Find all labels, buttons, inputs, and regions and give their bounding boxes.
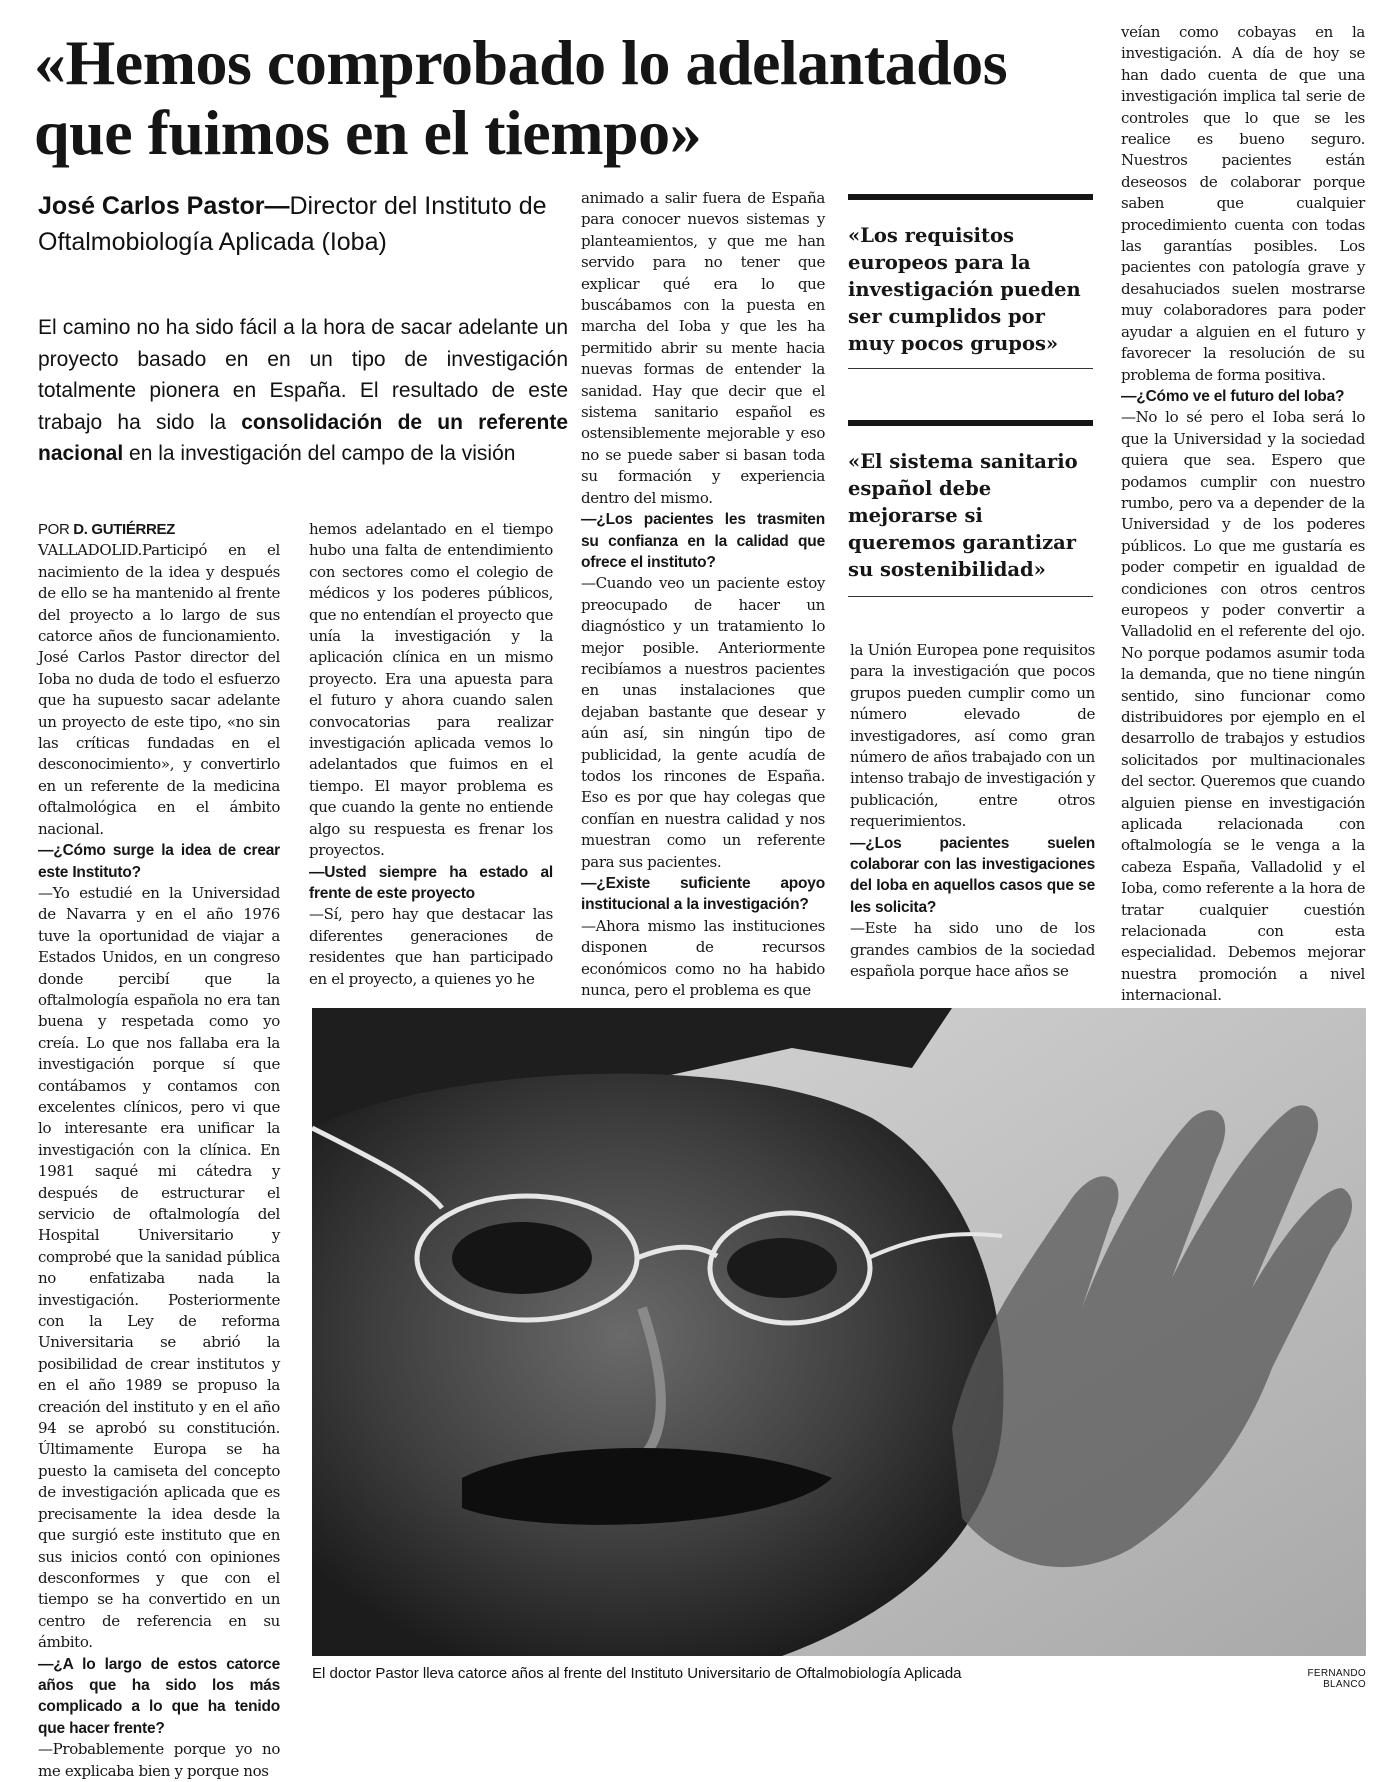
interviewee-byline: [38, 188, 568, 260]
pullquote-1-bottom-rule: [848, 368, 1093, 369]
interview-paragraph: —Cuando veo un paciente estoy preocupado de hacer un diagnóstico y un tratamiento lo mejor posible. Anteriormente recibíamos a nuestros pacientes en unas instalaciones que dejaban bastante que desear y aún así, sin ningún tipo de publicidad, la gente acudía de todos los rincones de España. Eso es por que hay colegas que confían en nuestra calidad y nos muestran como un referente para sus pacientes.: [581, 574, 825, 871]
author-line: [38, 519, 280, 540]
interview-question: —¿Existe suficiente apoyo institucional a la investigación?: [581, 875, 825, 914]
interview-question: —¿Los pacientes suelen colaborar con las investigaciones del Ioba en aquellos casos que se les solicita?: [850, 834, 1095, 916]
pullquote-2-bottom-rule: [848, 596, 1093, 597]
interview-question: —¿Cómo surge la idea de crear este Instituto?: [38, 842, 280, 881]
interview-question: —¿Cómo ve el futuro del Ioba?: [1121, 387, 1345, 405]
interview-question: —¿Los pacientes les trasmiten su confianza en la calidad que ofrece el instituto?: [581, 511, 825, 571]
portrait-photo: [312, 1008, 1366, 1656]
lead-bold-text: consolidación de un referente nacional: [38, 410, 568, 465]
interview-question: —¿A lo largo de estos catorce años que ha sido los más complicado a lo que ha tenido que hacer frente?: [38, 1655, 280, 1737]
headline-line-2: que fuimos en el tiempo»: [34, 97, 702, 168]
interview-paragraph: veían como cobayas en la investigación. A día de hoy se han dado cuenta de que una investigación implica tal serie de controles que lo que se les realice es bueno seguro. Nuestros pacientes están deseosos de colaborar porque saben que cualquier procedimiento cuenta con todas las garantías posibles. Los pacientes con patología grave y desahuciados suelen mostrarse muy colaboradores para poder ayudar a alguien en el futuro y favorecer la resolución de su problema de forma positiva.: [1121, 23, 1365, 384]
interview-paragraph: —Yo estudié en la Universidad de Navarra y en el año 1976 tuve la oportunidad de viajar a Estados Unidos, en un congreso donde percibí que la oftalmología española no era tan buena y respetada como yo creía. Lo que nos fallaba era la investigación porque sí que contábamos y contamos con excelentes clínicos, pero vi que lo interesante era unificar la investigación con la clínica. En 1981 saqué mi cátedra y después de estructurar el servicio de oftalmología del Hospital Universitario y comprobé que la sanidad pública no enfatizaba nada la investigación. Posteriormente con la Ley de reforma Universitaria se abrió la posibilidad de crear institutos y en el año 1989 se propuso la creación del instituto y en el año 94 se aprobó su constitución. Últimamente Europa se ha puesto la camiseta del concepto de investigación aplicada que es precisamente la idea desde la que surgió este instituto que en sus inicios contó con opiniones desconformes y que con el tiempo se ha convertido en un centro de referencia en su ámbito.: [38, 883, 280, 1652]
interview-paragraph: hemos adelantado en el tiempo hubo una falta de entendimiento con sectores como el colegio de médicos y los poderes públicos, que no entendían el proyecto que unía la investigación y la aplicación clínica en un mismo proyecto. Era una apuesta para el futuro y ahora cuando salen convocatorias para realizar investigación aplicada vemos lo adelantados que fuimos en el tiempo. El mayor problema es que cuando la gente no entiende algo su respuesta es frenar los proyectos.: [309, 520, 554, 860]
article-column-3: [581, 188, 825, 1001]
pullquote-1: «Los requisitos europeos para la investigación pueden ser cumplidos por muy pocos grupos»: [848, 224, 1081, 355]
interview-paragraph: la Unión Europea pone requisitos para la investigación que pocos grupos pueden cumplir como un número elevado de investigadores, así como gran número de años trabajado con un intenso trabajo de investigación y publicación, entre otros requerimientos.: [850, 641, 1096, 831]
article-column-1: [38, 519, 280, 1782]
column-5-content: [1121, 22, 1365, 1007]
pullquote-2: «El sistema sanitario español debe mejorarse si queremos garantizar su sostenibilidad»: [848, 450, 1078, 581]
byline-separator: —: [264, 192, 290, 220]
interview-question: —Usted siempre ha estado al frente de este proyecto: [309, 863, 553, 902]
interviewee-role: Director del Instituto de Oftalmobiología Aplicada (Ioba): [38, 192, 547, 256]
article-column-2: [309, 519, 553, 990]
photo-caption: El doctor Pastor lleva catorce años al frente del Instituto Universitario de Oftalmobiología Aplicada: [312, 1665, 962, 1682]
article-column-5: [1121, 22, 1365, 1007]
interview-paragraph: —Este ha sido uno de los grandes cambios de la sociedad española porque hace años se: [850, 919, 1095, 981]
column-1-content: [38, 540, 280, 1782]
author-name: D. GUTIÉRREZ: [73, 521, 175, 538]
interview-paragraph: —Ahora mismo las instituciones disponen de recursos económicos como no ha habido nunca, pero el problema es que: [581, 916, 825, 1000]
column-3-content: [581, 188, 825, 1001]
lead-text-after: en la investigación del campo de la visión: [123, 442, 516, 465]
article-column-4: [850, 640, 1095, 983]
pullquote-1-top-rule: [848, 194, 1093, 200]
pullquote-2-top-rule: [848, 420, 1093, 426]
author-prefix: POR: [38, 521, 74, 538]
interview-paragraph: —Sí, pero hay que destacar las diferentes generaciones de residentes que han participado en el proyecto, a quienes yo he: [309, 905, 553, 988]
headline: [34, 28, 1094, 168]
column-4-content: [850, 640, 1095, 983]
interview-paragraph: animado a salir fuera de España para conocer nuevos sistemas y planteamientos, y que me han servido para no tener que explicar qué era lo que buscábamos con la puesta en marcha del Ioba y que les ha permitido abrir su mente hacia nuevas formas de entender la sanidad. Hay que decir que el sistema sanitario español es ostensiblemente mejorable y eso no se puede saber si basan toda su formación y experiencia dentro del mismo.: [581, 189, 825, 507]
column-2-content: [309, 519, 553, 990]
lead-text-before: El camino no ha sido fácil a la hora de sacar adelante un proyecto basado en en un tipo de investigación totalmente pionera en España. El resultado de este trabajo ha sido la: [38, 316, 568, 434]
interview-paragraph: —Probablemente porque yo no me explicaba bien y porque nos: [38, 1740, 280, 1780]
portrait-illustration: [312, 1008, 1366, 1656]
photo-credit: FERNANDO BLANCO: [1307, 1668, 1366, 1690]
interview-paragraph: —No lo sé pero el Ioba será lo que la Universidad y la sociedad quiera que sea. Espero que podamos cumplir con nuestro rumbo, pero va a depender de la Universidad y de los poderes públicos. Lo que me gustaría es poder competir en igualdad de condiciones con otros centros europeos y poder convertir a Valladolid en el referente del ojo. No porque podamos asumir toda la demanda, que no tiene ningún sentido, sino funcionar como distribuidores por ejemplo en el desarrollo de trabajos y estudios solicitados por multinacionales del sector. Queremos que cuando alguien piense en investigación aplicada relacionada con oftalmología se le venga a la cabeza España, Valladolid y el Ioba, como referente a la hora de tratar cualquier cuestión relacionada con esta especialidad. Debemos mejorar nuestra promoción a nivel internacional.: [1121, 408, 1365, 1005]
interviewee-name: José Carlos Pastor: [38, 192, 265, 220]
headline-line-1: «Hemos comprobado lo adelantados: [34, 27, 1008, 98]
interview-paragraph: VALLADOLID.Participó en el nacimiento de la idea y después de ello se ha mantenido al frente del proyecto a lo largo de sus catorce años de funcionamiento. José Carlos Pastor director del Ioba no duda de todo el esfuerzo que ha supuesto sacar adelante un proyecto de este tipo, «no sin las críticas fundadas en el desconocimiento», y convertirlo en un referente de la medicina oftalmológica en el ámbito nacional.: [38, 541, 280, 838]
article-lead: [38, 312, 568, 470]
